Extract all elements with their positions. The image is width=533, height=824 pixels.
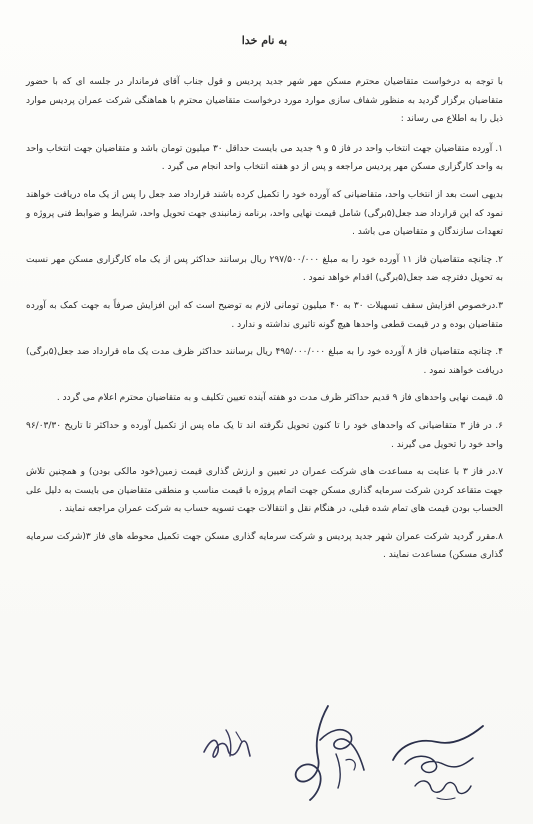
- paragraph-intro: با توجه به درخواست متقاضیان محترم مسکن مهر شهر جدید پردیس و قول جناب آقای فرماندار در جلسه ای که با حضور متقاضیان برگزار گردید به منظور شفاف سازی موارد مورد درخواست متقاضیان محترم با هماهنگی شرکت عمران پردیس موارد ذیل را به اطلاع می رساند :: [26, 77, 503, 125]
- paragraph-item-1-note: بدیهی است بعد از انتخاب واحد، متقاضیانی که آورده خود را تکمیل کرده باشند قرارداد ضد جعل را پس از یک ماه دریافت خواهند نمود که این قرارداد ضد جعل(۵برگی) شامل قیمت نهایی واحد، برنامه زمانبندی جهت تحویل واحد، شرایط و ضوابط فنی پروژه و تعهدات سازندگان و متقاضیان می باشد .: [26, 189, 503, 238]
- paragraph-item-5: ۵. قیمت نهایی واحدهای فاز ۹ قدیم حداکثر ظرف مدت دو هفته آینده تعیین تکلیف و به متقاضیان محترم اعلام می گردد .: [56, 393, 503, 404]
- paragraph-item-6: ۶. در فاز ۳ متقاضیانی که واحدهای خود را تا کنون تحویل نگرفته اند تا یک ماه پس از تکمیل آورده و حداکثر تا تاریخ ۹۶/۰۳/۳۰ واحد خود را تحویل می گیرند .: [26, 420, 503, 450]
- paragraph-item-2: ۲. چنانچه متقاضیان فاز ۱۱ آورده خود را به مبلغ ۲۹۷/۵۰۰/۰۰۰ ریال برسانند حداکثر پس از یک ماه کارگزاری مسکن مهر نسبت به تحویل دفترچه ضد جعل(۵برگی) اقدام خواهد نمود .: [26, 254, 503, 284]
- paragraph-item-7: ۷.در فاز ۳ با عنایت به مساعدت های شرکت عمران در تعیین و ارزش گذاری قیمت زمین(خود مالکی بودن) و همچنین تلاش جهت متقاعد کردن شرکت سرمایه گذاری مسکن جهت اتمام پروژه با قیمت مناسب و منطقی متقاضیان می بایست به دلیل علی الحساب بودن قیمت های تمام شده قبلی، در هنگام نقل و انتقالات جهت تسویه حساب به شرکت عمران مراجعه نمایند .: [26, 467, 503, 515]
- letter-title: به نام خدا: [241, 34, 288, 47]
- signature-middle: [280, 700, 375, 810]
- letter-body: [26, 73, 503, 565]
- signature-right: [385, 714, 495, 806]
- paragraph-item-4: ۴. چنانچه متقاضیان فاز ۸ آورده خود را به مبلغ ۴۹۵/۰۰۰/۰۰۰ ریال برسانند حداکثر ظرف مدت یک ماه قرارداد ضد جعل(۵برگی) دریافت خواهند نمود .: [26, 347, 503, 376]
- signature-area: [0, 700, 533, 810]
- paragraph-item-1: ۱. آورده متقاضیان جهت انتخاب واحد در فاز ۵ و ۹ جدید می بایست حداقل ۳۰ میلیون تومان باشد و متقاضیان جهت انتخاب واحد به واحد کارگزاری مسکن مهر پردیس مراجعه و پس از دو هفته انتخاب واحد انجام می گیرد .: [26, 143, 503, 173]
- paragraph-item-3: ۳.درخصوص افزایش سقف تسهیلات ۳۰ به ۴۰ میلیون تومانی لازم به توضیح است که این افزایش صرفاً به جهت کمک به آورده متقاضیان بوده و در قیمت قطعی واحدها هیچ گونه تاثیری نداشته و ندارد .: [26, 300, 503, 330]
- signature-left: [196, 722, 266, 772]
- paragraph-item-8: ۸.مقرر گردید شرکت عمران شهر جدید پردیس و شرکت سرمایه گذاری مسکن جهت تکمیل محوطه های فاز ۳(شرکت سرمایه گذاری مسکن) مساعدت نمایند .: [26, 531, 503, 561]
